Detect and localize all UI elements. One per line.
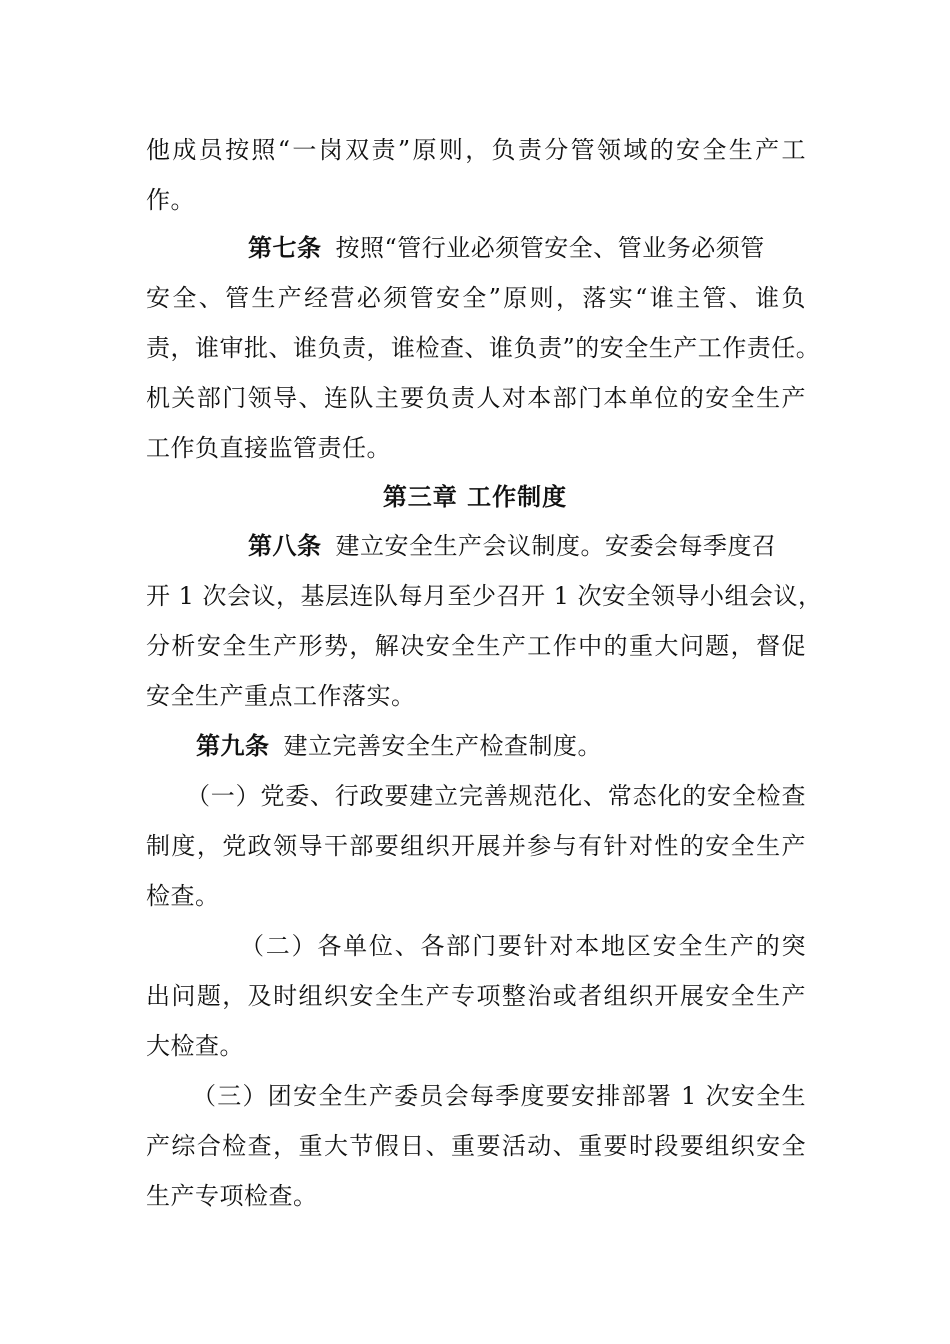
- paragraph-line: （一）党委、行政要建立完善规范化、常态化的安全检查: [186, 782, 806, 810]
- paragraph-line: 机关部门领导、连队主要负责人对本部门本单位的安全生产: [146, 384, 806, 412]
- article-7-title: 第七条: [248, 234, 322, 262]
- article-7-first-line: [248, 232, 808, 264]
- paragraph-line: 责，谁审批、谁负责，谁检查、谁负责”的安全生产工作责任。: [146, 334, 821, 362]
- paragraph-line: 产综合检查，重大节假日、重要活动、重要时段要组织安全: [146, 1132, 806, 1160]
- paragraph-line: 作。: [146, 186, 195, 214]
- paragraph-line: 大检查。: [146, 1032, 244, 1060]
- paragraph-line: 工作负直接监管责任。: [146, 434, 391, 462]
- paragraph-line: 安全、管生产经营必须管安全”原则，落实“谁主管、谁负: [146, 284, 806, 312]
- paragraph-line: （二）各单位、各部门要针对本地区安全生产的突: [240, 932, 806, 960]
- paragraph-line: 检查。: [146, 882, 220, 910]
- article-7-text: 按照“管行业必须管安全、管业务必须管: [335, 234, 765, 262]
- paragraph-line: 安全生产重点工作落实。: [146, 682, 416, 710]
- paragraph-line: （三）团安全生产委员会每季度要安排部署 1 次安全生: [192, 1082, 806, 1110]
- paragraph-line: 分析安全生产形势，解决安全生产工作中的重大问题，督促: [146, 632, 806, 660]
- paragraph-line: 开 1 次会议，基层连队每月至少召开 1 次安全领导小组会议，: [146, 582, 823, 610]
- article-8-text: 建立安全生产会议制度。安委会每季度召: [335, 532, 777, 560]
- article-9-title: 第九条: [196, 732, 270, 760]
- article-8-first-line: [248, 530, 808, 562]
- article-9-first-line: [196, 730, 796, 762]
- paragraph-line: 生产专项检查。: [146, 1182, 318, 1210]
- article-9-text: 建立完善安全生产检查制度。: [283, 732, 602, 760]
- paragraph-line: 出问题，及时组织安全生产专项整治或者组织开展安全生产: [146, 982, 806, 1010]
- paragraph-line: 制度，党政领导干部要组织开展并参与有针对性的安全生产: [146, 832, 806, 860]
- article-8-title: 第八条: [248, 532, 322, 560]
- chapter-heading: 第三章 工作制度: [382, 483, 568, 511]
- paragraph-line: 他成员按照“一岗双责”原则，负责分管领域的安全生产工: [146, 136, 806, 164]
